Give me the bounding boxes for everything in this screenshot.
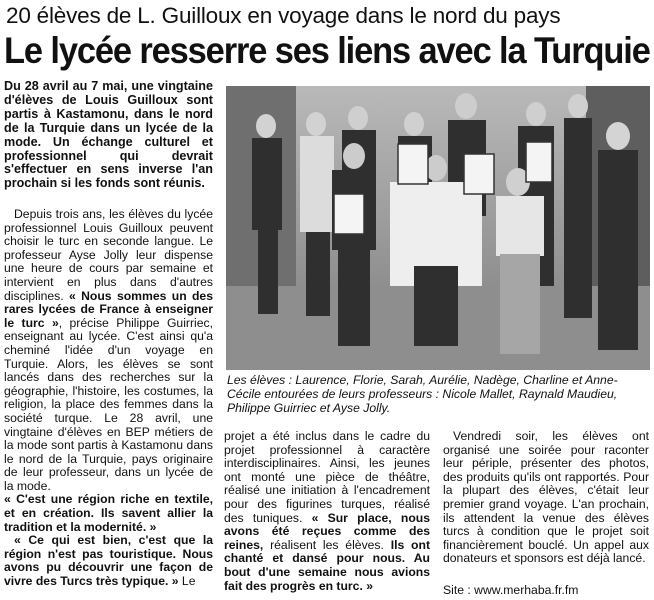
lead-paragraph: Du 28 avril au 7 mai, une vingtaine d'élèves de Louis Guilloux sont partis à Kastamonu, dans le nord de la Turquie dans un lycée de la mode. Un échange culturel et professionnel qui devrait s'effectuer en sens inverse l'an prochain si les fonds sont réunis. xyxy=(4,79,213,191)
kicker: 20 élèves de L. Guilloux en voyage dans le nord du pays xyxy=(6,3,561,28)
col2-text-1: projet a été inclus dans le cadre du projet professionnel à caractère interdisciplinaires. Ainsi, les jeunes ont monté une pièce de théâtre, réalisé une initiation à l'encadrement pour des figurines turques, réalisé des tuniques. xyxy=(224,429,430,525)
group-photo xyxy=(226,86,650,370)
photo-caption: Les élèves : Laurence, Florie, Sarah, Aurélie, Nadège, Charline et Anne-Cécile entourées de leurs professeurs : Nicole Mallet, Raynald Maudieu, Philippe Guirriec et Ayse Jolly. xyxy=(227,373,618,415)
col2-text-2: réalisent les élèves. xyxy=(263,537,384,552)
column-3 xyxy=(443,430,649,566)
col1-quote-2: « C'est une région riche en textile, et en création. Ils savent allier la tradition et la modernité. » xyxy=(4,492,213,534)
col1-text-2: , précise Philippe Guirriec, enseignant au lycée. C'est ainsi qu'a cheminé l'idée d'un voyage en Turquie. Alors, les élèves se sont lancés dans des recherches sur la géographie, l'histoire, les costumes, la religion, la place des femmes dans la société turque. Le 28 avril, une vingtaine d'élèves en BEP métiers de la mode sont partis à Kastamonu dans le nord de la Turquie, pays originaire de leur professeur, dans un lycée de la mode. xyxy=(4,315,213,493)
column-1 xyxy=(4,208,213,589)
column-2 xyxy=(224,430,430,593)
col2-quote-2: Ils ont chanté et dansé pour nous. Au bout d'une semaine nous avions fait des progrès en turc. » xyxy=(224,537,431,593)
col1-quote-1: « Nous sommes un des rares lycées de France à enseigner le turc » xyxy=(4,288,213,330)
website: Site : www.merhaba.fr.fm xyxy=(443,583,579,597)
group-photo-image xyxy=(226,86,650,370)
col1-text-1: Depuis trois ans, les élèves du lycée professionnel Louis Guilloux peuvent choisir le turc en seconde langue. Le professeur Ayse Jolly leur dispense une heure de cours par semaine et intervient en plus dans d'autres disciplines. xyxy=(4,207,213,303)
col1-quote-3: « Ce qui est bien, c'est que la région n'est pas touristique. Nous avons pu découvrir une façon de vivre des Turcs très typique. » xyxy=(4,533,213,589)
col2-quote-1: « Sur place, nous avons été reçues comme des reines, xyxy=(224,510,430,552)
col3-text-1: Vendredi soir, les élèves ont organisé une soirée pour raconter leur périple, présenter des photos, des produits qu'ils ont rapportés. Pour la plupart des élèves, c'était leur premier grand voyage. L'an prochain, ils attendent la venue des élèves turcs à condition que le projet soit financièrement bouclé. Un appel aux donateurs et sponsors est déjà lancé. xyxy=(443,429,649,566)
headline: Le lycée resserre ses liens avec la Turquie xyxy=(4,30,650,71)
col1-text-3: Le xyxy=(178,574,196,589)
